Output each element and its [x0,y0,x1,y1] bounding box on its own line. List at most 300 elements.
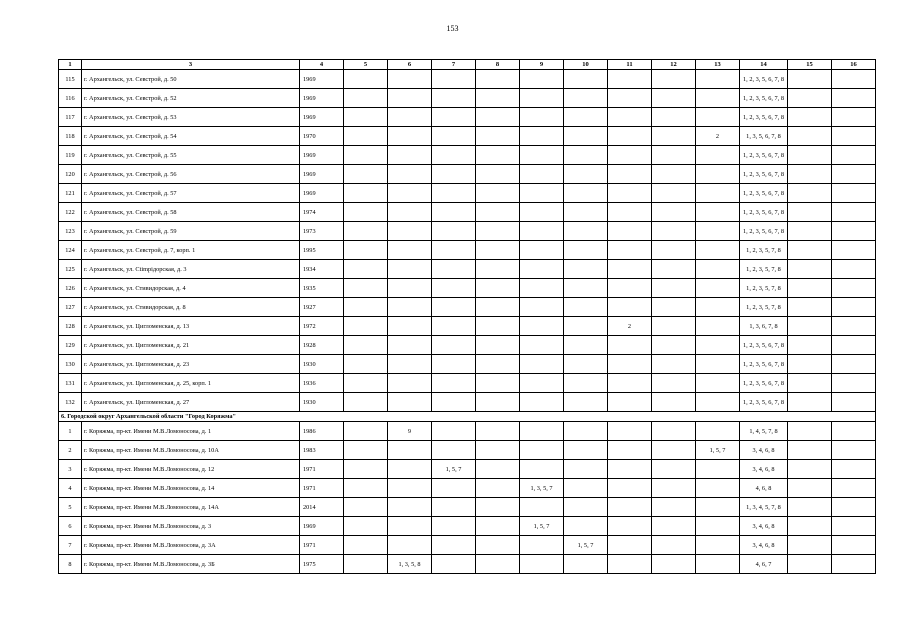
row-number: 118 [59,127,82,146]
value-cell [520,260,564,279]
table-row [59,298,876,317]
value-cell [520,279,564,298]
column-header: 16 [832,60,876,70]
value-cell [432,536,476,555]
column-header: 7 [432,60,476,70]
year-cell: 1971 [300,479,344,498]
value-cell [652,441,696,460]
value-cell [788,498,832,517]
table-row [59,279,876,298]
value-cell [432,336,476,355]
value-cell [564,517,608,536]
value-cell [832,70,876,89]
value-cell [520,127,564,146]
value-cell [696,336,740,355]
value-cell [476,127,520,146]
value-cell [696,517,740,536]
row-number: 129 [59,336,82,355]
table-row [59,146,876,165]
value-cell [432,108,476,127]
address-cell: г. Архангельск, ул. Цигломенская, д. 27 [82,393,300,412]
value-cell [476,536,520,555]
value-cell [832,298,876,317]
value-cell [476,241,520,260]
value-cell [608,479,652,498]
row-number: 121 [59,184,82,203]
value-cell [696,222,740,241]
row-number: 128 [59,317,82,336]
value-cell [564,317,608,336]
value-cell [520,336,564,355]
year-cell: 1934 [300,260,344,279]
value-cell [832,127,876,146]
value-cell [652,184,696,203]
value-cell [388,108,432,127]
value-cell [432,517,476,536]
column-14-cell: 3, 4, 6, 8 [740,441,788,460]
value-cell: 1, 5, 7 [696,441,740,460]
address-cell: г. Архангельск, ул. Севстрой, д. 52 [82,89,300,108]
row-number: 119 [59,146,82,165]
column-14-cell: 1, 3, 6, 7, 8 [740,317,788,336]
value-cell [520,241,564,260]
value-cell: 1, 3, 5, 8 [388,555,432,574]
value-cell [564,108,608,127]
value-cell [476,222,520,241]
value-cell [788,374,832,393]
value-cell [832,441,876,460]
year-cell: 1928 [300,336,344,355]
value-cell [696,355,740,374]
value-cell: 2 [608,317,652,336]
column-14-cell: 1, 3, 5, 6, 7, 8 [740,127,788,146]
value-cell [788,336,832,355]
value-cell [832,374,876,393]
value-cell [432,479,476,498]
value-cell [476,108,520,127]
year-cell: 1969 [300,108,344,127]
value-cell [388,517,432,536]
value-cell [564,146,608,165]
year-cell: 1969 [300,165,344,184]
value-cell [788,298,832,317]
column-14-cell: 3, 4, 6, 8 [740,460,788,479]
value-cell [564,279,608,298]
value-cell [788,317,832,336]
table-row [59,108,876,127]
value-cell [608,393,652,412]
value-cell [608,108,652,127]
value-cell [432,498,476,517]
value-cell [652,393,696,412]
year-cell: 1986 [300,422,344,441]
value-cell [344,279,388,298]
value-cell [788,89,832,108]
value-cell [388,279,432,298]
row-number: 123 [59,222,82,241]
year-cell: 1974 [300,203,344,222]
value-cell [832,517,876,536]
value-cell [652,460,696,479]
value-cell [476,498,520,517]
value-cell [832,203,876,222]
value-cell [832,146,876,165]
value-cell [696,460,740,479]
value-cell [788,517,832,536]
value-cell [652,355,696,374]
value-cell [344,393,388,412]
column-header: 8 [476,60,520,70]
address-cell: г. Архангельск, ул. Севстрой, д. 57 [82,184,300,203]
value-cell [696,241,740,260]
value-cell [788,70,832,89]
value-cell [788,441,832,460]
value-cell [608,165,652,184]
value-cell [344,70,388,89]
value-cell [432,184,476,203]
value-cell [788,146,832,165]
address-cell: г. Архангельск, ул. Цигломенская, д. 13 [82,317,300,336]
value-cell [520,184,564,203]
value-cell [476,203,520,222]
column-14-cell: 1, 2, 3, 5, 6, 7, 8 [740,108,788,127]
value-cell [564,422,608,441]
column-14-cell: 1, 2, 3, 5, 7, 8 [740,260,788,279]
value-cell [344,165,388,184]
value-cell [388,241,432,260]
value-cell [608,279,652,298]
value-cell [388,298,432,317]
year-cell: 2014 [300,498,344,517]
value-cell [388,355,432,374]
value-cell [564,336,608,355]
value-cell [564,460,608,479]
value-cell [696,260,740,279]
value-cell [344,336,388,355]
table-row [59,89,876,108]
value-cell [476,374,520,393]
value-cell [832,241,876,260]
year-cell: 1969 [300,70,344,89]
value-cell [476,70,520,89]
table-row [59,479,876,498]
value-cell [432,317,476,336]
value-cell [520,108,564,127]
value-cell [432,127,476,146]
address-cell: г. Коряжма, пр-кт. Имени М.В.Ломоносова, д. 10А [82,441,300,460]
column-14-cell: 1, 2, 3, 5, 6, 7, 8 [740,89,788,108]
value-cell [520,70,564,89]
value-cell [476,441,520,460]
value-cell [788,536,832,555]
value-cell [476,393,520,412]
year-cell: 1930 [300,355,344,374]
value-cell [832,479,876,498]
value-cell [696,70,740,89]
value-cell [696,555,740,574]
value-cell [832,317,876,336]
address-cell: г. Коряжма, пр-кт. Имени М.В.Ломоносова, д. 12 [82,460,300,479]
value-cell [344,460,388,479]
page-number: 153 [446,24,459,33]
value-cell [388,260,432,279]
value-cell [344,317,388,336]
value-cell [520,222,564,241]
table-row [59,374,876,393]
table-row [59,355,876,374]
value-cell [832,555,876,574]
value-cell [788,479,832,498]
value-cell [520,374,564,393]
value-cell [652,479,696,498]
row-number: 115 [59,70,82,89]
value-cell: 2 [696,127,740,146]
value-cell [520,298,564,317]
value-cell [388,222,432,241]
value-cell [608,241,652,260]
address-cell: г. Коряжма, пр-кт. Имени М.В.Ломоносова, д. 14А [82,498,300,517]
table-row [59,422,876,441]
value-cell [344,241,388,260]
value-cell [388,70,432,89]
value-cell [788,260,832,279]
row-number: 7 [59,536,82,555]
value-cell [788,241,832,260]
column-header: 15 [788,60,832,70]
value-cell [520,317,564,336]
column-14-cell: 1, 2, 3, 5, 7, 8 [740,279,788,298]
value-cell [564,184,608,203]
address-cell: г. Архангельск, ул. Цигломенская, д. 25, корп. 1 [82,374,300,393]
table-row [59,241,876,260]
value-cell [788,165,832,184]
value-cell [788,108,832,127]
value-cell [608,517,652,536]
value-cell [476,479,520,498]
value-cell [432,279,476,298]
table-row [59,222,876,241]
value-cell [476,298,520,317]
column-14-cell: 3, 4, 6, 8 [740,517,788,536]
value-cell [832,165,876,184]
value-cell [476,422,520,441]
column-14-cell: 1, 2, 3, 5, 6, 7, 8 [740,393,788,412]
value-cell [788,203,832,222]
value-cell [520,165,564,184]
value-cell [788,460,832,479]
value-cell [652,279,696,298]
column-header: 6 [388,60,432,70]
value-cell [608,498,652,517]
column-14-cell: 1, 2, 3, 5, 6, 7, 8 [740,203,788,222]
column-header: 14 [740,60,788,70]
value-cell [388,393,432,412]
address-cell: г. Коряжма, пр-кт. Имени М.В.Ломоносова, д. 3Б [82,555,300,574]
value-cell [564,441,608,460]
value-cell [696,422,740,441]
value-cell [788,279,832,298]
row-number: 127 [59,298,82,317]
value-cell [476,555,520,574]
column-header: 1 [59,60,82,70]
value-cell [520,555,564,574]
value-cell [476,89,520,108]
value-cell [832,184,876,203]
value-cell [432,393,476,412]
value-cell: 1, 5, 7 [432,460,476,479]
address-cell: г. Архангельск, ул. Севстрой, д. 54 [82,127,300,146]
row-number: 132 [59,393,82,412]
value-cell [432,203,476,222]
value-cell [564,355,608,374]
column-header: 5 [344,60,388,70]
value-cell [696,184,740,203]
value-cell [608,441,652,460]
value-cell [520,441,564,460]
value-cell [832,536,876,555]
column-header: 9 [520,60,564,70]
row-number: 5 [59,498,82,517]
value-cell [788,355,832,374]
column-header: 10 [564,60,608,70]
value-cell [608,298,652,317]
address-cell: г. Архангельск, ул. Стивидорская, д. 4 [82,279,300,298]
row-number: 3 [59,460,82,479]
row-number: 4 [59,479,82,498]
value-cell [564,555,608,574]
value-cell [832,355,876,374]
column-14-cell: 1, 2, 3, 5, 6, 7, 8 [740,222,788,241]
value-cell [788,184,832,203]
value-cell [652,422,696,441]
section-row [59,412,876,422]
column-14-cell: 1, 3, 4, 5, 7, 8 [740,498,788,517]
value-cell [564,298,608,317]
value-cell [652,374,696,393]
value-cell [608,336,652,355]
value-cell [696,498,740,517]
value-cell [652,203,696,222]
address-cell: г. Архангельск, ул. Севстрой, д. 50 [82,70,300,89]
row-number: 126 [59,279,82,298]
value-cell [608,127,652,146]
column-14-cell: 1, 2, 3, 5, 6, 7, 8 [740,355,788,374]
value-cell [432,355,476,374]
value-cell [564,203,608,222]
value-cell [696,536,740,555]
value-cell [652,146,696,165]
address-cell: г. Коряжма, пр-кт. Имени М.В.Ломоносова, д. 1 [82,422,300,441]
year-cell: 1975 [300,555,344,574]
column-header: 11 [608,60,652,70]
column-14-cell: 1, 2, 3, 5, 6, 7, 8 [740,70,788,89]
section-title: 6. Городской округ Архангельской области "Город Коряжма" [59,412,876,422]
year-cell: 1970 [300,127,344,146]
address-cell: г. Архангельск, ул. Севстрой, д. 59 [82,222,300,241]
value-cell [432,422,476,441]
value-cell [564,479,608,498]
year-cell: 1930 [300,393,344,412]
value-cell [520,422,564,441]
value-cell [696,279,740,298]
year-cell: 1969 [300,517,344,536]
value-cell: 9 [388,422,432,441]
value-cell [564,222,608,241]
address-cell: г. Архангельск, ул. Стивидорская, д. 8 [82,298,300,317]
value-cell [388,336,432,355]
value-cell [832,460,876,479]
value-cell [432,260,476,279]
address-cell: г. Коряжма, пр-кт. Имени М.В.Ломоносова, д. 14 [82,479,300,498]
year-cell: 1969 [300,184,344,203]
value-cell [432,241,476,260]
value-cell [696,108,740,127]
value-cell [476,336,520,355]
value-cell [696,165,740,184]
value-cell [652,260,696,279]
value-cell [344,355,388,374]
value-cell [652,165,696,184]
value-cell [432,89,476,108]
value-cell [608,536,652,555]
value-cell [832,336,876,355]
address-cell: г. Архангельск, ул. Севстрой, д. 56 [82,165,300,184]
value-cell [344,89,388,108]
year-cell: 1969 [300,146,344,165]
value-cell [652,336,696,355]
value-cell [608,460,652,479]
value-cell [520,355,564,374]
value-cell [344,108,388,127]
address-cell: г. Архангельск, ул. Сtimpiдорская, д. 3 [82,260,300,279]
column-14-cell: 1, 2, 3, 5, 6, 7, 8 [740,146,788,165]
value-cell [564,374,608,393]
value-cell [388,89,432,108]
value-cell [388,479,432,498]
value-cell [344,203,388,222]
value-cell [476,260,520,279]
year-cell: 1971 [300,460,344,479]
address-cell: г. Архангельск, ул. Цигломенская, д. 23 [82,355,300,374]
value-cell [476,184,520,203]
row-number: 122 [59,203,82,222]
value-cell [696,317,740,336]
value-cell [476,317,520,336]
value-cell [564,70,608,89]
value-cell [696,203,740,222]
value-cell [344,222,388,241]
value-cell [388,203,432,222]
column-14-cell: 1, 2, 3, 5, 7, 8 [740,241,788,260]
value-cell [788,393,832,412]
row-number: 124 [59,241,82,260]
table-row [59,203,876,222]
value-cell [344,441,388,460]
value-cell [788,422,832,441]
year-cell: 1983 [300,441,344,460]
value-cell [476,355,520,374]
value-cell [696,146,740,165]
value-cell [564,165,608,184]
value-cell [344,479,388,498]
row-number: 117 [59,108,82,127]
value-cell [388,498,432,517]
year-cell: 1971 [300,536,344,555]
table-row [59,317,876,336]
column-14-cell: 1, 2, 3, 5, 6, 7, 8 [740,165,788,184]
address-cell: г. Архангельск, ул. Цигломенская, д. 21 [82,336,300,355]
value-cell [652,70,696,89]
